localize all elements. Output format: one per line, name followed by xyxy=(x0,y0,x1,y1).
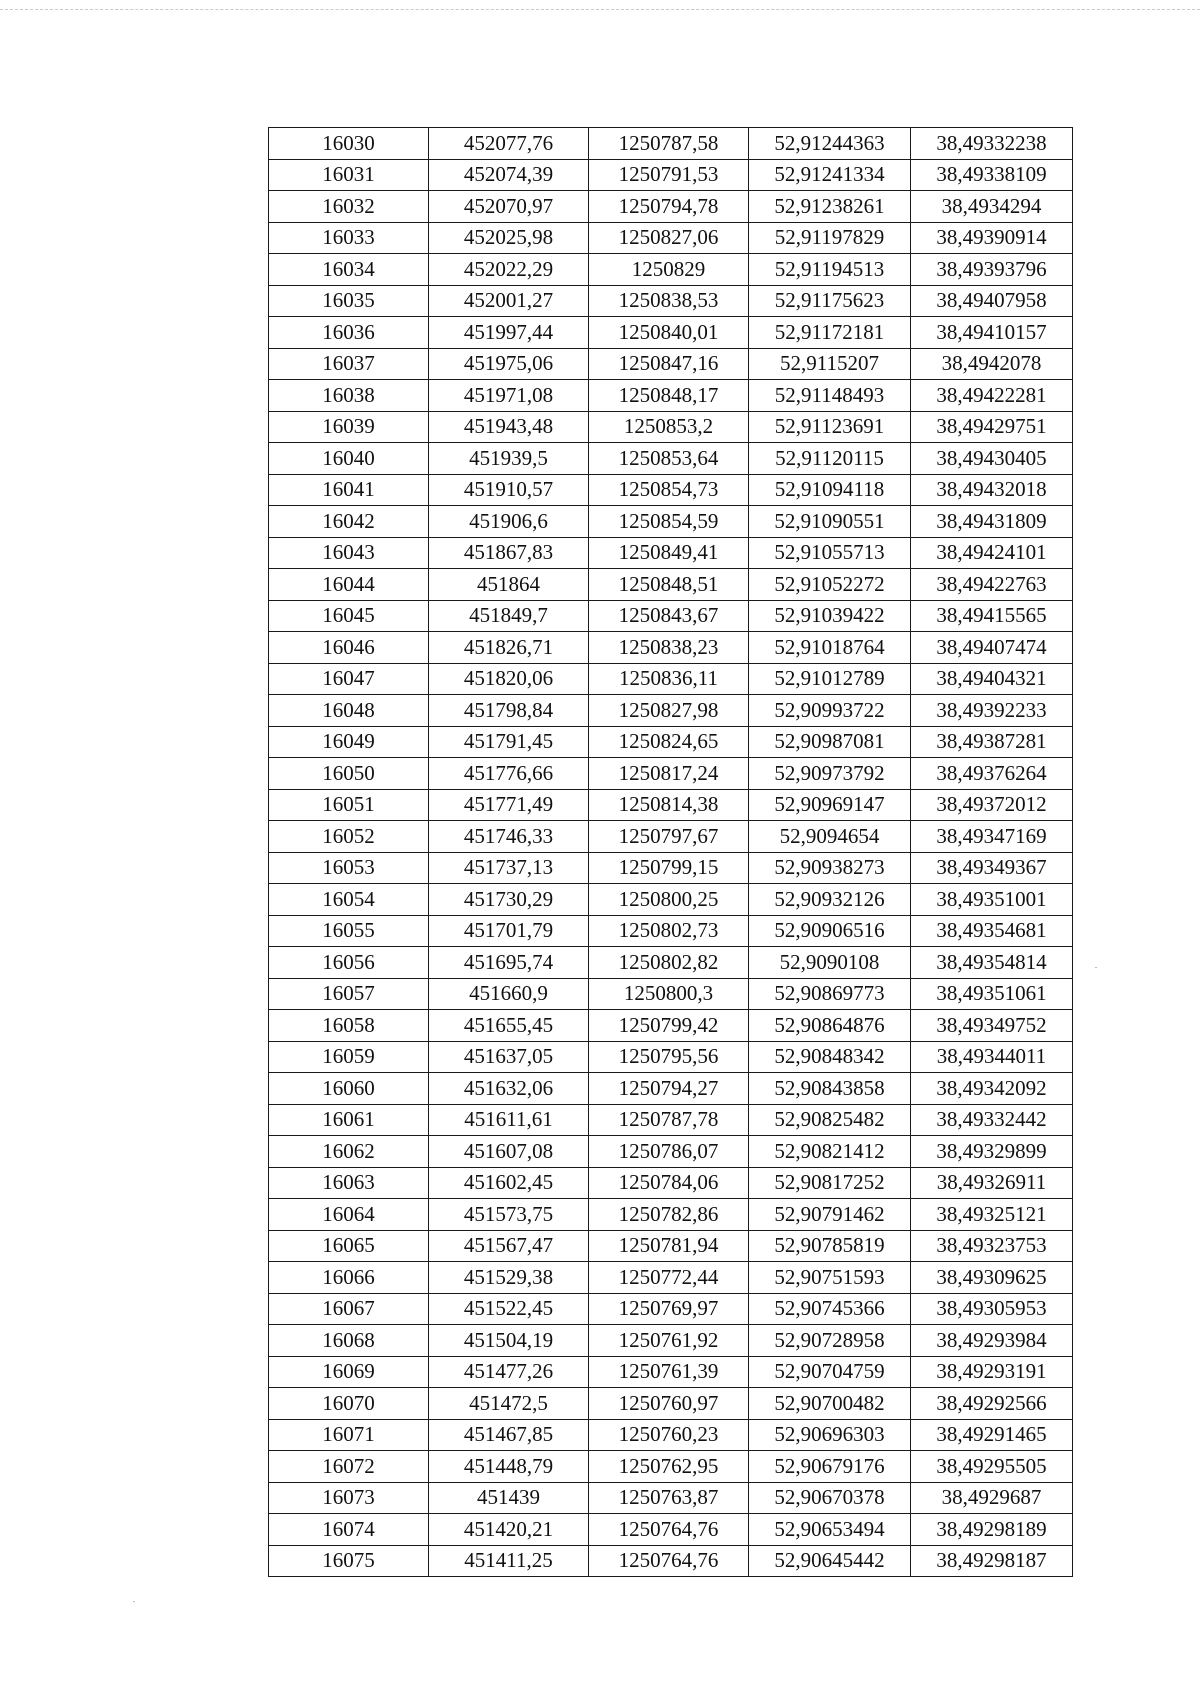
table-row xyxy=(269,1388,1073,1420)
table-row xyxy=(269,1104,1073,1136)
table-row xyxy=(269,506,1073,538)
latitude-cell: 52,91039422 xyxy=(749,600,911,632)
x-coordinate-cell: 451439 xyxy=(429,1482,589,1514)
x-coordinate-cell: 451632,06 xyxy=(429,1073,589,1105)
table-row xyxy=(269,285,1073,317)
x-coordinate-cell: 451939,5 xyxy=(429,443,589,475)
table-row xyxy=(269,1136,1073,1168)
latitude-cell: 52,90993722 xyxy=(749,695,911,727)
latitude-cell: 52,91148493 xyxy=(749,380,911,412)
x-coordinate-cell: 451906,6 xyxy=(429,506,589,538)
x-coordinate-cell: 452001,27 xyxy=(429,285,589,317)
point-number-cell: 16057 xyxy=(269,978,429,1010)
longitude-cell: 38,49323753 xyxy=(911,1230,1073,1262)
x-coordinate-cell: 452025,98 xyxy=(429,222,589,254)
y-coordinate-cell: 1250854,73 xyxy=(589,474,749,506)
point-number-cell: 16031 xyxy=(269,159,429,191)
y-coordinate-cell: 1250797,67 xyxy=(589,821,749,853)
longitude-cell: 38,49422763 xyxy=(911,569,1073,601)
latitude-cell: 52,91172181 xyxy=(749,317,911,349)
table-row xyxy=(269,821,1073,853)
x-coordinate-cell: 451771,49 xyxy=(429,789,589,821)
scan-edge-line xyxy=(0,9,1200,10)
latitude-cell: 52,90700482 xyxy=(749,1388,911,1420)
latitude-cell: 52,91052272 xyxy=(749,569,911,601)
table-row xyxy=(269,695,1073,727)
latitude-cell: 52,90670378 xyxy=(749,1482,911,1514)
x-coordinate-cell: 451477,26 xyxy=(429,1356,589,1388)
point-number-cell: 16060 xyxy=(269,1073,429,1105)
longitude-cell: 38,4934294 xyxy=(911,191,1073,223)
x-coordinate-cell: 451798,84 xyxy=(429,695,589,727)
y-coordinate-cell: 1250840,01 xyxy=(589,317,749,349)
y-coordinate-cell: 1250786,07 xyxy=(589,1136,749,1168)
table-row xyxy=(269,1514,1073,1546)
scan-speck xyxy=(1095,967,1097,968)
x-coordinate-cell: 451637,05 xyxy=(429,1041,589,1073)
y-coordinate-cell: 1250802,82 xyxy=(589,947,749,979)
x-coordinate-cell: 451607,08 xyxy=(429,1136,589,1168)
latitude-cell: 52,91018764 xyxy=(749,632,911,664)
y-coordinate-cell: 1250802,73 xyxy=(589,915,749,947)
latitude-cell: 52,90969147 xyxy=(749,789,911,821)
y-coordinate-cell: 1250827,98 xyxy=(589,695,749,727)
point-number-cell: 16045 xyxy=(269,600,429,632)
latitude-cell: 52,9090108 xyxy=(749,947,911,979)
y-coordinate-cell: 1250829 xyxy=(589,254,749,286)
point-number-cell: 16058 xyxy=(269,1010,429,1042)
x-coordinate-cell: 451746,33 xyxy=(429,821,589,853)
x-coordinate-cell: 451826,71 xyxy=(429,632,589,664)
x-coordinate-cell: 452074,39 xyxy=(429,159,589,191)
table-row xyxy=(269,1293,1073,1325)
y-coordinate-cell: 1250814,38 xyxy=(589,789,749,821)
latitude-cell: 52,91123691 xyxy=(749,411,911,443)
latitude-cell: 52,91238261 xyxy=(749,191,911,223)
x-coordinate-cell: 451695,74 xyxy=(429,947,589,979)
latitude-cell: 52,90848342 xyxy=(749,1041,911,1073)
longitude-cell: 38,49429751 xyxy=(911,411,1073,443)
longitude-cell: 38,49325121 xyxy=(911,1199,1073,1231)
latitude-cell: 52,91094118 xyxy=(749,474,911,506)
latitude-cell: 52,91175623 xyxy=(749,285,911,317)
point-number-cell: 16050 xyxy=(269,758,429,790)
latitude-cell: 52,90843858 xyxy=(749,1073,911,1105)
longitude-cell: 38,49326911 xyxy=(911,1167,1073,1199)
longitude-cell: 38,49354814 xyxy=(911,947,1073,979)
y-coordinate-cell: 1250799,42 xyxy=(589,1010,749,1042)
x-coordinate-cell: 451910,57 xyxy=(429,474,589,506)
y-coordinate-cell: 1250794,78 xyxy=(589,191,749,223)
longitude-cell: 38,49376264 xyxy=(911,758,1073,790)
x-coordinate-cell: 451867,83 xyxy=(429,537,589,569)
longitude-cell: 38,49432018 xyxy=(911,474,1073,506)
latitude-cell: 52,90825482 xyxy=(749,1104,911,1136)
y-coordinate-cell: 1250784,06 xyxy=(589,1167,749,1199)
y-coordinate-cell: 1250763,87 xyxy=(589,1482,749,1514)
longitude-cell: 38,49393796 xyxy=(911,254,1073,286)
latitude-cell: 52,90791462 xyxy=(749,1199,911,1231)
y-coordinate-cell: 1250838,23 xyxy=(589,632,749,664)
longitude-cell: 38,49332238 xyxy=(911,128,1073,160)
table-row xyxy=(269,474,1073,506)
longitude-cell: 38,49351061 xyxy=(911,978,1073,1010)
longitude-cell: 38,49309625 xyxy=(911,1262,1073,1294)
latitude-cell: 52,90728958 xyxy=(749,1325,911,1357)
y-coordinate-cell: 1250817,24 xyxy=(589,758,749,790)
x-coordinate-cell: 451820,06 xyxy=(429,663,589,695)
scan-speck xyxy=(133,1601,135,1602)
longitude-cell: 38,49298189 xyxy=(911,1514,1073,1546)
longitude-cell: 38,49349367 xyxy=(911,852,1073,884)
y-coordinate-cell: 1250848,17 xyxy=(589,380,749,412)
table-row xyxy=(269,191,1073,223)
x-coordinate-cell: 451522,45 xyxy=(429,1293,589,1325)
latitude-cell: 52,90645442 xyxy=(749,1545,911,1577)
latitude-cell: 52,9115207 xyxy=(749,348,911,380)
latitude-cell: 52,90653494 xyxy=(749,1514,911,1546)
point-number-cell: 16054 xyxy=(269,884,429,916)
table-row xyxy=(269,222,1073,254)
x-coordinate-cell: 451529,38 xyxy=(429,1262,589,1294)
latitude-cell: 52,9094654 xyxy=(749,821,911,853)
y-coordinate-cell: 1250761,92 xyxy=(589,1325,749,1357)
latitude-cell: 52,90938273 xyxy=(749,852,911,884)
point-number-cell: 16061 xyxy=(269,1104,429,1136)
longitude-cell: 38,49342092 xyxy=(911,1073,1073,1105)
y-coordinate-cell: 1250800,3 xyxy=(589,978,749,1010)
x-coordinate-cell: 452022,29 xyxy=(429,254,589,286)
coordinates-table xyxy=(268,127,1073,1577)
longitude-cell: 38,49410157 xyxy=(911,317,1073,349)
longitude-cell: 38,49291465 xyxy=(911,1419,1073,1451)
x-coordinate-cell: 451567,47 xyxy=(429,1230,589,1262)
longitude-cell: 38,49292566 xyxy=(911,1388,1073,1420)
x-coordinate-cell: 451737,13 xyxy=(429,852,589,884)
longitude-cell: 38,49298187 xyxy=(911,1545,1073,1577)
table-row xyxy=(269,852,1073,884)
latitude-cell: 52,91012789 xyxy=(749,663,911,695)
table-row xyxy=(269,159,1073,191)
point-number-cell: 16039 xyxy=(269,411,429,443)
longitude-cell: 38,49390914 xyxy=(911,222,1073,254)
table-row xyxy=(269,1545,1073,1577)
x-coordinate-cell: 451730,29 xyxy=(429,884,589,916)
longitude-cell: 38,49430405 xyxy=(911,443,1073,475)
latitude-cell: 52,90751593 xyxy=(749,1262,911,1294)
x-coordinate-cell: 452077,76 xyxy=(429,128,589,160)
table-row xyxy=(269,1262,1073,1294)
point-number-cell: 16065 xyxy=(269,1230,429,1262)
table-row xyxy=(269,758,1073,790)
latitude-cell: 52,90785819 xyxy=(749,1230,911,1262)
point-number-cell: 16073 xyxy=(269,1482,429,1514)
y-coordinate-cell: 1250838,53 xyxy=(589,285,749,317)
y-coordinate-cell: 1250760,97 xyxy=(589,1388,749,1420)
y-coordinate-cell: 1250791,53 xyxy=(589,159,749,191)
x-coordinate-cell: 451504,19 xyxy=(429,1325,589,1357)
latitude-cell: 52,90745366 xyxy=(749,1293,911,1325)
table-row xyxy=(269,348,1073,380)
latitude-cell: 52,91197829 xyxy=(749,222,911,254)
point-number-cell: 16033 xyxy=(269,222,429,254)
point-number-cell: 16053 xyxy=(269,852,429,884)
x-coordinate-cell: 451997,44 xyxy=(429,317,589,349)
table-row xyxy=(269,632,1073,664)
x-coordinate-cell: 451701,79 xyxy=(429,915,589,947)
x-coordinate-cell: 451467,85 xyxy=(429,1419,589,1451)
longitude-cell: 38,49332442 xyxy=(911,1104,1073,1136)
x-coordinate-cell: 451448,79 xyxy=(429,1451,589,1483)
longitude-cell: 38,49351001 xyxy=(911,884,1073,916)
latitude-cell: 52,90679176 xyxy=(749,1451,911,1483)
table-row xyxy=(269,1356,1073,1388)
point-number-cell: 16068 xyxy=(269,1325,429,1357)
y-coordinate-cell: 1250795,56 xyxy=(589,1041,749,1073)
point-number-cell: 16048 xyxy=(269,695,429,727)
coordinates-table-body xyxy=(269,128,1073,1577)
point-number-cell: 16069 xyxy=(269,1356,429,1388)
table-row xyxy=(269,1419,1073,1451)
latitude-cell: 52,91244363 xyxy=(749,128,911,160)
y-coordinate-cell: 1250781,94 xyxy=(589,1230,749,1262)
table-row xyxy=(269,1010,1073,1042)
table-row xyxy=(269,443,1073,475)
latitude-cell: 52,91120115 xyxy=(749,443,911,475)
point-number-cell: 16055 xyxy=(269,915,429,947)
point-number-cell: 16070 xyxy=(269,1388,429,1420)
coordinates-table-container xyxy=(268,127,1072,1577)
point-number-cell: 16038 xyxy=(269,380,429,412)
point-number-cell: 16075 xyxy=(269,1545,429,1577)
table-row xyxy=(269,1167,1073,1199)
table-row xyxy=(269,1199,1073,1231)
point-number-cell: 16063 xyxy=(269,1167,429,1199)
point-number-cell: 16064 xyxy=(269,1199,429,1231)
longitude-cell: 38,49424101 xyxy=(911,537,1073,569)
longitude-cell: 38,49305953 xyxy=(911,1293,1073,1325)
latitude-cell: 52,90821412 xyxy=(749,1136,911,1168)
latitude-cell: 52,90864876 xyxy=(749,1010,911,1042)
point-number-cell: 16034 xyxy=(269,254,429,286)
point-number-cell: 16062 xyxy=(269,1136,429,1168)
table-row xyxy=(269,1230,1073,1262)
y-coordinate-cell: 1250799,15 xyxy=(589,852,749,884)
y-coordinate-cell: 1250760,23 xyxy=(589,1419,749,1451)
latitude-cell: 52,90704759 xyxy=(749,1356,911,1388)
y-coordinate-cell: 1250836,11 xyxy=(589,663,749,695)
longitude-cell: 38,49354681 xyxy=(911,915,1073,947)
table-row xyxy=(269,1041,1073,1073)
longitude-cell: 38,49407474 xyxy=(911,632,1073,664)
point-number-cell: 16067 xyxy=(269,1293,429,1325)
y-coordinate-cell: 1250772,44 xyxy=(589,1262,749,1294)
longitude-cell: 38,49349752 xyxy=(911,1010,1073,1042)
point-number-cell: 16032 xyxy=(269,191,429,223)
point-number-cell: 16071 xyxy=(269,1419,429,1451)
table-row xyxy=(269,537,1073,569)
point-number-cell: 16030 xyxy=(269,128,429,160)
longitude-cell: 38,49329899 xyxy=(911,1136,1073,1168)
table-row xyxy=(269,915,1073,947)
table-row xyxy=(269,254,1073,286)
point-number-cell: 16044 xyxy=(269,569,429,601)
latitude-cell: 52,90932126 xyxy=(749,884,911,916)
point-number-cell: 16042 xyxy=(269,506,429,538)
longitude-cell: 38,49293984 xyxy=(911,1325,1073,1357)
point-number-cell: 16047 xyxy=(269,663,429,695)
longitude-cell: 38,49293191 xyxy=(911,1356,1073,1388)
table-row xyxy=(269,380,1073,412)
latitude-cell: 52,91194513 xyxy=(749,254,911,286)
point-number-cell: 16056 xyxy=(269,947,429,979)
table-row xyxy=(269,884,1073,916)
point-number-cell: 16043 xyxy=(269,537,429,569)
point-number-cell: 16072 xyxy=(269,1451,429,1483)
latitude-cell: 52,90987081 xyxy=(749,726,911,758)
point-number-cell: 16040 xyxy=(269,443,429,475)
x-coordinate-cell: 451472,5 xyxy=(429,1388,589,1420)
y-coordinate-cell: 1250761,39 xyxy=(589,1356,749,1388)
longitude-cell: 38,49387281 xyxy=(911,726,1073,758)
longitude-cell: 38,49344011 xyxy=(911,1041,1073,1073)
point-number-cell: 16049 xyxy=(269,726,429,758)
y-coordinate-cell: 1250762,95 xyxy=(589,1451,749,1483)
longitude-cell: 38,49407958 xyxy=(911,285,1073,317)
longitude-cell: 38,49295505 xyxy=(911,1451,1073,1483)
latitude-cell: 52,91055713 xyxy=(749,537,911,569)
latitude-cell: 52,90696303 xyxy=(749,1419,911,1451)
table-row xyxy=(269,317,1073,349)
table-row xyxy=(269,947,1073,979)
longitude-cell: 38,49392233 xyxy=(911,695,1073,727)
y-coordinate-cell: 1250782,86 xyxy=(589,1199,749,1231)
latitude-cell: 52,91090551 xyxy=(749,506,911,538)
point-number-cell: 16041 xyxy=(269,474,429,506)
latitude-cell: 52,90869773 xyxy=(749,978,911,1010)
table-row xyxy=(269,411,1073,443)
table-row xyxy=(269,1482,1073,1514)
table-row xyxy=(269,1325,1073,1357)
y-coordinate-cell: 1250849,41 xyxy=(589,537,749,569)
longitude-cell: 38,49347169 xyxy=(911,821,1073,853)
y-coordinate-cell: 1250853,2 xyxy=(589,411,749,443)
point-number-cell: 16052 xyxy=(269,821,429,853)
longitude-cell: 38,4942078 xyxy=(911,348,1073,380)
table-row xyxy=(269,726,1073,758)
y-coordinate-cell: 1250800,25 xyxy=(589,884,749,916)
point-number-cell: 16074 xyxy=(269,1514,429,1546)
x-coordinate-cell: 451943,48 xyxy=(429,411,589,443)
latitude-cell: 52,90973792 xyxy=(749,758,911,790)
table-row xyxy=(269,978,1073,1010)
point-number-cell: 16046 xyxy=(269,632,429,664)
x-coordinate-cell: 451611,61 xyxy=(429,1104,589,1136)
point-number-cell: 16051 xyxy=(269,789,429,821)
y-coordinate-cell: 1250854,59 xyxy=(589,506,749,538)
y-coordinate-cell: 1250847,16 xyxy=(589,348,749,380)
x-coordinate-cell: 451602,45 xyxy=(429,1167,589,1199)
y-coordinate-cell: 1250824,65 xyxy=(589,726,749,758)
point-number-cell: 16037 xyxy=(269,348,429,380)
x-coordinate-cell: 451776,66 xyxy=(429,758,589,790)
y-coordinate-cell: 1250787,78 xyxy=(589,1104,749,1136)
point-number-cell: 16059 xyxy=(269,1041,429,1073)
x-coordinate-cell: 452070,97 xyxy=(429,191,589,223)
y-coordinate-cell: 1250764,76 xyxy=(589,1514,749,1546)
longitude-cell: 38,49431809 xyxy=(911,506,1073,538)
y-coordinate-cell: 1250769,97 xyxy=(589,1293,749,1325)
longitude-cell: 38,49415565 xyxy=(911,600,1073,632)
latitude-cell: 52,91241334 xyxy=(749,159,911,191)
x-coordinate-cell: 451971,08 xyxy=(429,380,589,412)
table-row xyxy=(269,600,1073,632)
x-coordinate-cell: 451660,9 xyxy=(429,978,589,1010)
y-coordinate-cell: 1250764,76 xyxy=(589,1545,749,1577)
y-coordinate-cell: 1250853,64 xyxy=(589,443,749,475)
longitude-cell: 38,49422281 xyxy=(911,380,1073,412)
y-coordinate-cell: 1250843,67 xyxy=(589,600,749,632)
table-row xyxy=(269,1451,1073,1483)
y-coordinate-cell: 1250827,06 xyxy=(589,222,749,254)
latitude-cell: 52,90817252 xyxy=(749,1167,911,1199)
longitude-cell: 38,49338109 xyxy=(911,159,1073,191)
y-coordinate-cell: 1250794,27 xyxy=(589,1073,749,1105)
point-number-cell: 16036 xyxy=(269,317,429,349)
x-coordinate-cell: 451975,06 xyxy=(429,348,589,380)
longitude-cell: 38,49404321 xyxy=(911,663,1073,695)
x-coordinate-cell: 451864 xyxy=(429,569,589,601)
longitude-cell: 38,49372012 xyxy=(911,789,1073,821)
table-row xyxy=(269,663,1073,695)
point-number-cell: 16035 xyxy=(269,285,429,317)
longitude-cell: 38,4929687 xyxy=(911,1482,1073,1514)
y-coordinate-cell: 1250848,51 xyxy=(589,569,749,601)
x-coordinate-cell: 451573,75 xyxy=(429,1199,589,1231)
table-row xyxy=(269,128,1073,160)
latitude-cell: 52,90906516 xyxy=(749,915,911,947)
x-coordinate-cell: 451411,25 xyxy=(429,1545,589,1577)
table-row xyxy=(269,789,1073,821)
x-coordinate-cell: 451420,21 xyxy=(429,1514,589,1546)
x-coordinate-cell: 451849,7 xyxy=(429,600,589,632)
table-row xyxy=(269,569,1073,601)
x-coordinate-cell: 451791,45 xyxy=(429,726,589,758)
point-number-cell: 16066 xyxy=(269,1262,429,1294)
table-row xyxy=(269,1073,1073,1105)
y-coordinate-cell: 1250787,58 xyxy=(589,128,749,160)
x-coordinate-cell: 451655,45 xyxy=(429,1010,589,1042)
